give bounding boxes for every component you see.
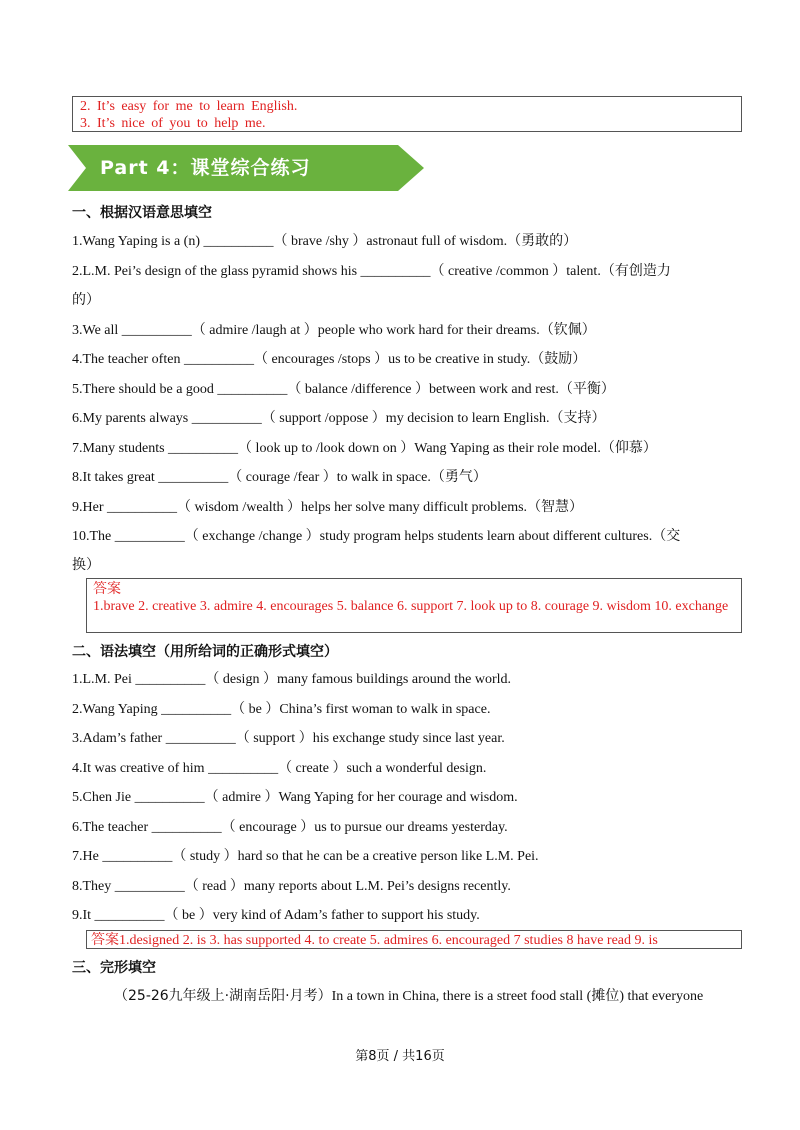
section1-answer-box xyxy=(86,578,742,633)
passage-line: （25-26九年级上·湖南岳阳·月考）In a town in China, there is a street food stall (摊位) that everyone xyxy=(114,988,704,1004)
exercise-line: 4.The teacher often __________（ encourages /stops ）us to be creative in study.（鼓励） xyxy=(72,351,587,367)
answer-line-2: 2. It’s easy for me to learn English. xyxy=(80,99,298,114)
exercise-line: 2.L.M. Pei’s design of the glass pyramid shows his __________（ creative /common ）talent.（有创造力 xyxy=(72,263,671,279)
page-number: 第8页 / 共16页 xyxy=(355,1049,445,1064)
banner-title: Part 4：课堂综合练习 xyxy=(100,157,311,179)
exercise-line: 7.He __________（ study ）hard so that he can be a creative person like L.M. Pei. xyxy=(72,849,539,864)
exercise-line: 9.Her __________（ wisdom /wealth ）helps her solve many difficult problems.（智慧） xyxy=(72,499,584,515)
section3-heading: 三、完形填空 xyxy=(72,960,156,976)
exercise-line: 的） xyxy=(72,292,100,308)
exercise-line: 6.The teacher __________（ encourage ）us to pursue our dreams yesterday. xyxy=(72,820,508,835)
part-banner xyxy=(68,145,424,191)
exercise-line: 5.There should be a good __________（ balance /difference ）between work and rest.（平衡） xyxy=(72,381,615,397)
exercise-line: 3.We all __________（ admire /laugh at ）people who work hard for their dreams.（钦佩） xyxy=(72,322,596,338)
answer-label: 答案 xyxy=(91,932,119,948)
exercise-line: 8.They __________（ read ）many reports about L.M. Pei’s designs recently. xyxy=(72,879,511,894)
exercise-line: 3.Adam’s father __________（ support ）his exchange study since last year. xyxy=(72,731,505,746)
exercise-line: 1.Wang Yaping is a (n) __________（ brave /shy ）astronaut full of wisdom.（勇敢的） xyxy=(72,233,578,249)
section2-answer-box xyxy=(86,930,742,949)
exercise-line: 9.It __________（ be ）very kind of Adam’s father to support his study. xyxy=(72,908,480,923)
exercise-line: 4.It was creative of him __________（ create ）such a wonderful design. xyxy=(72,761,487,776)
previous-answer-box xyxy=(72,96,742,132)
exercise-line: 6.My parents always __________（ support /oppose ）my decision to learn English.（支持） xyxy=(72,410,606,426)
answer-line-3: 3. It’s nice of you to help me. xyxy=(80,116,266,131)
answer-text: 1.designed 2. is 3. has supported 4. to create 5. admires 6. encouraged 7 studies 8 have read 9. is xyxy=(119,933,658,948)
answer-label: 答案 xyxy=(93,581,121,597)
exercise-line: 10.The __________（ exchange /change ）study program helps students learn about different cultures.（交 xyxy=(72,528,681,544)
section2-heading: 二、语法填空（用所给词的正确形式填空） xyxy=(72,644,338,660)
exercise-line: 5.Chen Jie __________（ admire ）Wang Yaping for her courage and wisdom. xyxy=(72,790,518,805)
exercise-line: 换） xyxy=(72,557,100,573)
answer-text: 1.brave 2. creative 3. admire 4. encourages 5. balance 6. support 7. look up to 8. courage 9. wisdom 10. exchange xyxy=(93,599,729,614)
exercise-line: 2.Wang Yaping __________（ be ）China’s first woman to walk in space. xyxy=(72,702,491,717)
exercise-line: 1.L.M. Pei __________（ design ）many famous buildings around the world. xyxy=(72,672,512,687)
exercise-line: 8.It takes great __________（ courage /fear ）to walk in space.（勇气） xyxy=(72,469,487,485)
exercise-line: 7.Many students __________（ look up to /look down on ）Wang Yaping as their role model.（仰慕） xyxy=(72,440,657,456)
section1-heading: 一、根据汉语意思填空 xyxy=(72,205,212,221)
